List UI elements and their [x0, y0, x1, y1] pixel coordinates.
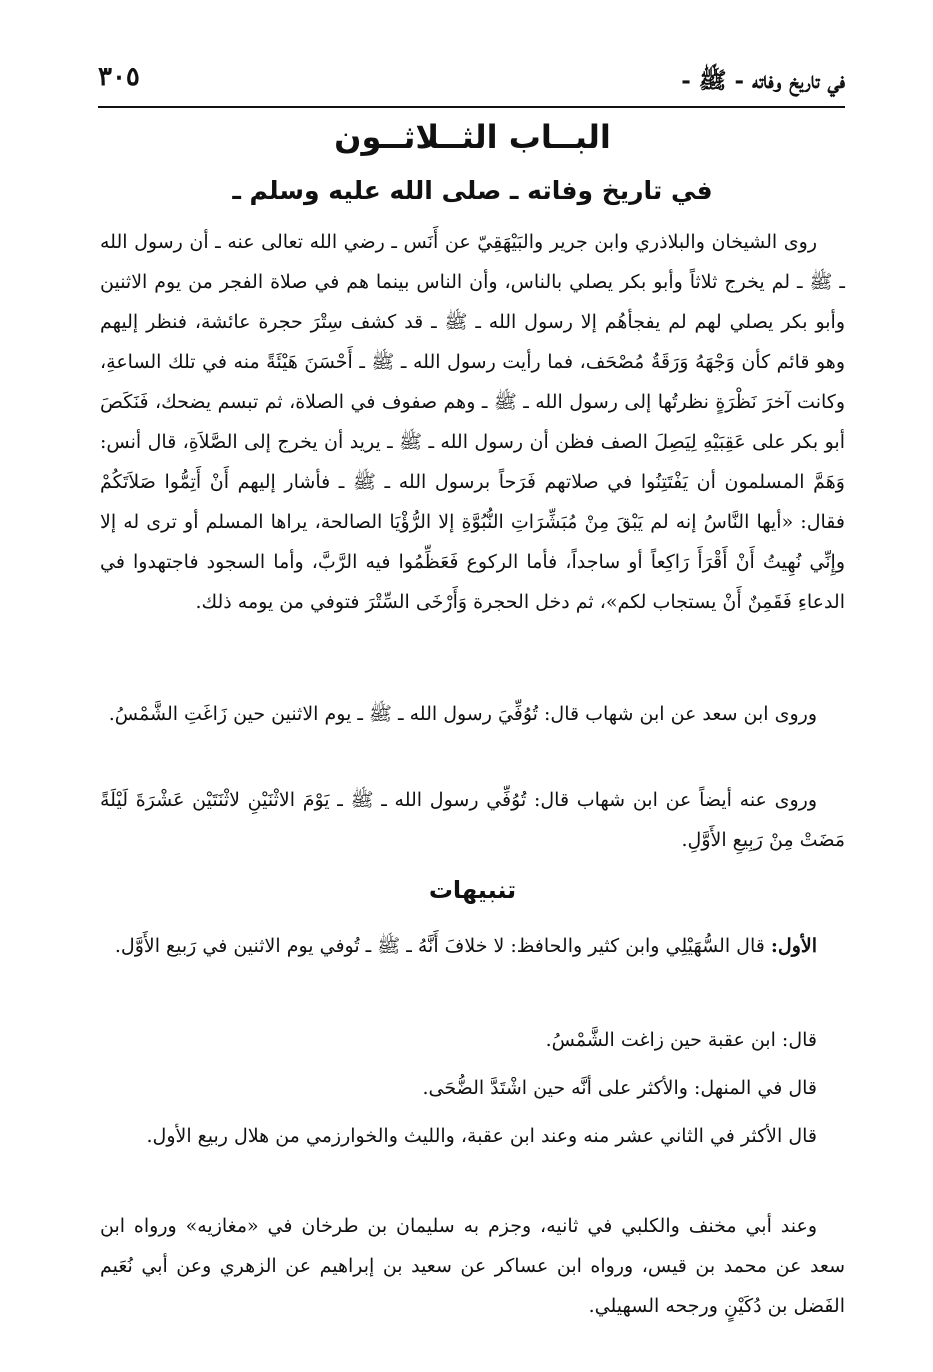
running-title: في تاريخ وفاته - ﷺ - [681, 67, 845, 94]
chapter-title: البــاب الثــلاثــون [334, 118, 611, 156]
page-number: ٣٠٥ [98, 62, 140, 92]
chapter-subtitle: في تاريخ وفاته ـ صلى الله عليه وسلم ـ [232, 176, 713, 205]
note-line-majority: قال الأكثر في الثاني عشر منه وعند ابن عقبة، والليث والخوارزمي من هلال ربيع الأول. [146, 1125, 817, 1147]
section-title-notes: تنبيهات [428, 876, 517, 904]
note-line-ibn-uqba: قال: ابن عقبة حين زاغت الشَّمْسُ. [545, 1029, 817, 1051]
note-first-lead: الأول: [770, 935, 817, 957]
running-header [98, 56, 845, 108]
paragraph-ibn-saad-2: وروى عنه أيضاً عن ابن شهاب قال: تُوُفِّي رسول الله ـ ﷺ ـ يَوْمَ الاثْنَيْنِ لاثْنَتَيْن عَشْرَةَ لَيْلَةً مَضَتْ مِنْ رَبِيعِ الأَوَّلِ. [100, 789, 845, 851]
paragraph-anas-narration: روى الشيخان والبلاذري وابن جرير والبَيْهَقِيّ عن أَنَس ـ رضي الله تعالى عنه ـ أن رسول الله ـ ﷺ ـ لم يخرج ثلاثاً وأبو بكر يصلي بالناس، وأن الناس بينما هم في صلاة الفجر من يوم الاثنين وأبو بكر يصلي لهم لم يفجأهُم إلا رسول الله ـ ﷺ ـ قد كشف سِتْرَ حجرة عائشة، فنظر إليهم وهو قائم كأن وَجْهَهُ وَرَقَةُ مُصْحَف، فما رأيت رسول الله ـ ﷺ ـ أَحْسَنَ هَيْئَةً منه في تلك الساعةِ، وكانت آخرَ نَظْرَةٍ نظرتُها إلى رسول الله ـ ﷺ ـ وهم صفوف في الصلاة، ثم تبسم يضحك، فَنَكَصَ أبو بكر على عَقِبَيْهِ لِيَصِلَ الصف فظن أن رسول الله ـ ﷺ ـ يريد أن يخرج إلى الصَّلاَةِ، قال أنس: وَهَمَّ المسلمون أن يَفْتَتِنُوا في صلاتهم فَرَحاً برسول الله ـ ﷺ ـ فأشار إليهم أَنْ أَتِمُّوا صَلاَتَكُمْ فقال: «أيها النَّاسُ إنه لم يَبْقَ مِنْ مُبَشِّرَاتِ النُّبُوَّةِ إلا الرُّؤْيَا الصالحة، يراها المسلم أو ترى له إلا وإِنِّي نُهِيتُ أَنْ أَقْرَأَ رَاكِعاً أو ساجداً، فأما الركوع فَعَظِّمُوا فيه الرَّبَّ، وأما السجود فاجتهدوا في الدعاءِ فَقَمِنٌ أَنْ يستجاب لكم»، ثم دخل الحجرة وَأَرْخَى السِّتْرَ فتوفي من يومه ذلك. [100, 231, 845, 613]
paragraph-ibn-saad-1: وروى ابن سعد عن ابن شهاب قال: تُوُفِّيَ رسول الله ـ ﷺ ـ يوم الاثنين حين زَاغَتِ الشَّمْسُ. [108, 703, 817, 725]
note-line-manhal: قال في المنهل: والأكثر على أنَّه حين اشْتَدَّ الضُّحَى. [422, 1077, 817, 1099]
note-first-text: قال السُّهَيْلِي وابن كثير والحافظ: لا خلافَ أَنَّهُ ـ ﷺ ـ تُوفي يوم الاثنين في رَبيع الأَوَّل. [114, 935, 771, 957]
note-line-abu-mikhnaf: وعند أبي مخنف والكلبي في ثانيه، وجزم به سليمان بن طرخان في «مغازيه» ورواه ابن سعد عن محمد بن قيس، ورواه ابن عساكر عن سعيد بن إبراهيم عن الزهري وعن أبي نُعَيم الفَضل بن دُكَيْنٍ ورجحه السهيلي. [100, 1215, 845, 1317]
note-first [100, 926, 845, 966]
